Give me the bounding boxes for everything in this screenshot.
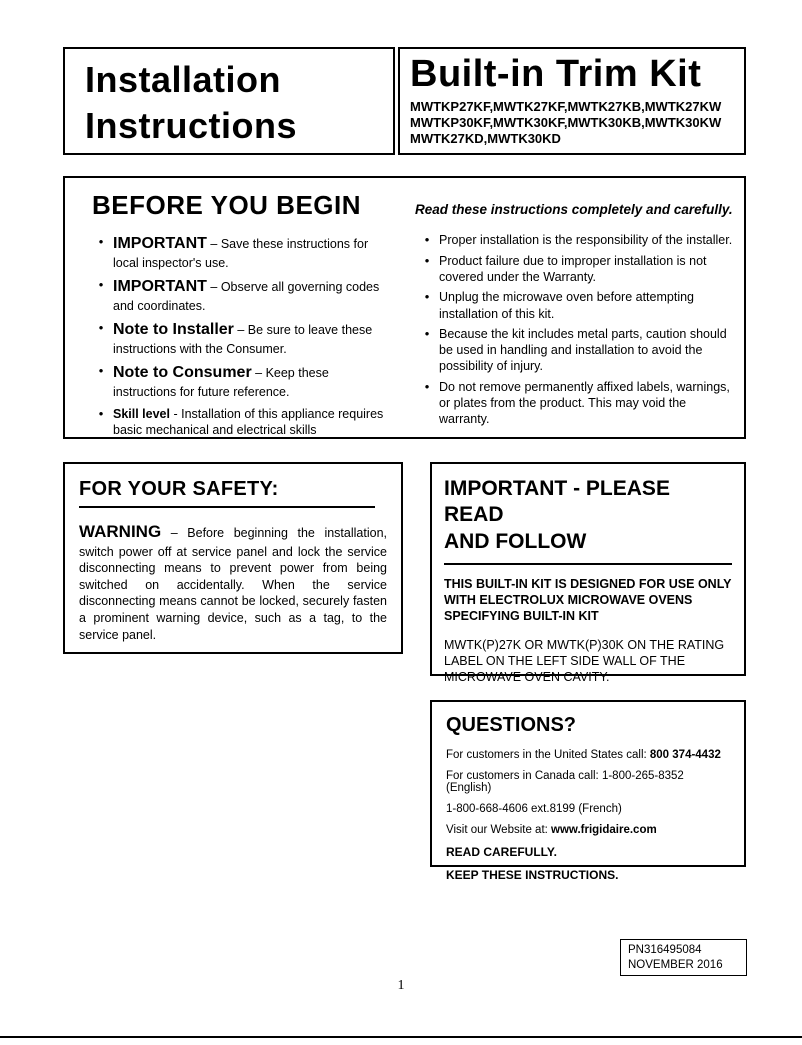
bullet-text-wrap	[113, 234, 393, 271]
before-right-column	[415, 232, 735, 431]
safety-paragraph	[79, 521, 387, 643]
important-bold-text: THIS BUILT-IN KIT IS DESIGNED FOR USE ONLY WITH ELECTROLUX MICROWAVE OVENS SPECIFYING BUILT-IN KIT	[444, 576, 732, 624]
before-left-column	[89, 234, 393, 445]
bullet-icon: •	[98, 234, 104, 249]
before-you-begin-title: BEFORE YOU BEGIN	[92, 190, 362, 220]
questions-line-text: 1-800-668-4606 ext.8199 (French)	[446, 803, 622, 815]
warning-lead: WARNING	[79, 522, 162, 541]
important-box	[430, 462, 746, 684]
questions-line	[446, 803, 730, 815]
bottom-divider	[0, 1036, 802, 1038]
bullet-lead: Skill level	[113, 407, 170, 422]
questions-line-text: For customers in Canada call: 1-800-265-8352 (English)	[446, 770, 684, 794]
bullet-text: – Observe all governing codes and coordinates.	[113, 280, 380, 313]
list-item	[89, 363, 393, 400]
bullet-text: - Installation of this appliance requires basic mechanical and electrical skills	[113, 407, 384, 438]
bullet-icon: •	[424, 232, 430, 247]
bullet-text: Product failure due to improper installation is not covered under the Warranty.	[439, 253, 707, 285]
bullet-lead: IMPORTANT	[113, 278, 207, 296]
bullet-text: Unplug the microwave oven before attempting installation of this kit.	[439, 290, 695, 321]
bullet-text: Because the kit includes metal parts, caution should be used in handling and installation to avoid the possibility of injury.	[439, 326, 727, 374]
list-item	[415, 253, 735, 286]
safety-box	[63, 462, 403, 654]
doc-title-line2: Instructions	[85, 105, 298, 146]
bullet-icon: •	[98, 406, 104, 422]
important-title-line1: IMPORTANT - PLEASE READ	[444, 477, 670, 527]
bullet-text: – Keep these instructions for future reference.	[113, 366, 329, 399]
bullet-lead: Note to Consumer	[113, 364, 252, 382]
safety-title: FOR YOUR SAFETY:	[79, 478, 375, 508]
bullet-text-wrap	[113, 406, 393, 439]
bullet-icon: •	[424, 252, 430, 268]
list-item	[89, 320, 393, 357]
list-item	[415, 232, 735, 249]
bullet-icon: •	[424, 378, 430, 394]
questions-line	[446, 770, 730, 794]
model-numbers	[410, 99, 744, 147]
bullet-text-wrap	[113, 277, 393, 314]
bullet-icon: •	[98, 320, 104, 336]
list-item	[89, 406, 393, 439]
bullet-text: – Save these instructions for local inspector's use.	[113, 237, 369, 270]
questions-line	[446, 749, 730, 761]
bullet-text-wrap	[113, 320, 393, 357]
important-body-text: MWTK(P)27K OR MWTK(P)30K ON THE RATING LABEL ON THE LEFT SIDE WALL OF THE MICROWAVE OVEN CAVITY.	[444, 637, 725, 684]
keep-instructions-text: KEEP THESE INSTRUCTIONS.	[446, 868, 619, 882]
questions-box	[430, 700, 746, 882]
publication-date: NOVEMBER 2016	[628, 959, 723, 971]
important-title	[444, 476, 732, 565]
bullet-text: Proper installation is the responsibility of the installer.	[439, 233, 733, 247]
before-you-begin-subtitle: Read these instructions completely and carefully.	[415, 202, 733, 217]
page-number: 1	[397, 978, 405, 993]
bullet-icon: •	[98, 363, 104, 379]
bullet-text: Do not remove permanently affixed labels, warnings, or plates from the product. This may void the warranty.	[439, 379, 730, 427]
bullet-text-wrap	[113, 363, 393, 400]
safety-text: – Before beginning the installation, switch power off at service panel and lock the service disconnecting means to prevent power from being switched on accidentally. When the service disconnecting means cannot be locked, securely fasten a prominent warning device, such as a tag, to the service panel.	[79, 526, 387, 642]
list-item	[89, 234, 393, 271]
model-numbers-line3: MWTK27KD,MWTK30KD	[410, 131, 561, 146]
questions-line	[446, 824, 730, 836]
list-item	[89, 277, 393, 314]
questions-line-text: For customers in the United States call:	[446, 749, 650, 761]
part-number: PN316495084	[628, 944, 702, 956]
installation-instructions-box	[63, 47, 395, 155]
kit-title: Built-in Trim Kit	[410, 53, 702, 95]
list-item	[415, 379, 735, 428]
bullet-lead: Note to Installer	[113, 321, 234, 339]
website-url: www.frigidaire.com	[551, 824, 657, 836]
model-numbers-line1: MWTKP27KF,MWTK27KF,MWTK27KB,MWTK27KW	[410, 99, 722, 114]
important-title-line2: AND FOLLOW	[444, 529, 587, 553]
list-item	[415, 289, 735, 322]
doc-title	[85, 57, 393, 149]
bullet-icon: •	[98, 277, 104, 293]
questions-line-text: Visit our Website at:	[446, 824, 552, 836]
list-item	[415, 326, 735, 375]
before-you-begin-box	[63, 176, 746, 439]
model-numbers-line2: MWTKP30KF,MWTK30KF,MWTK30KB,MWTK30KW	[410, 115, 722, 130]
bullet-lead: IMPORTANT	[113, 235, 207, 252]
bullet-icon: •	[424, 325, 430, 341]
read-carefully-text: READ CAREFULLY.	[446, 845, 557, 859]
questions-title: QUESTIONS?	[446, 714, 577, 736]
bullet-text: – Be sure to leave these instructions with the Consumer.	[113, 323, 373, 356]
part-number-box	[620, 939, 747, 976]
phone-number: 800 374-4432	[649, 749, 721, 761]
trim-kit-box	[398, 47, 746, 155]
doc-title-line1: Installation	[85, 59, 282, 100]
bullet-icon: •	[424, 289, 430, 305]
